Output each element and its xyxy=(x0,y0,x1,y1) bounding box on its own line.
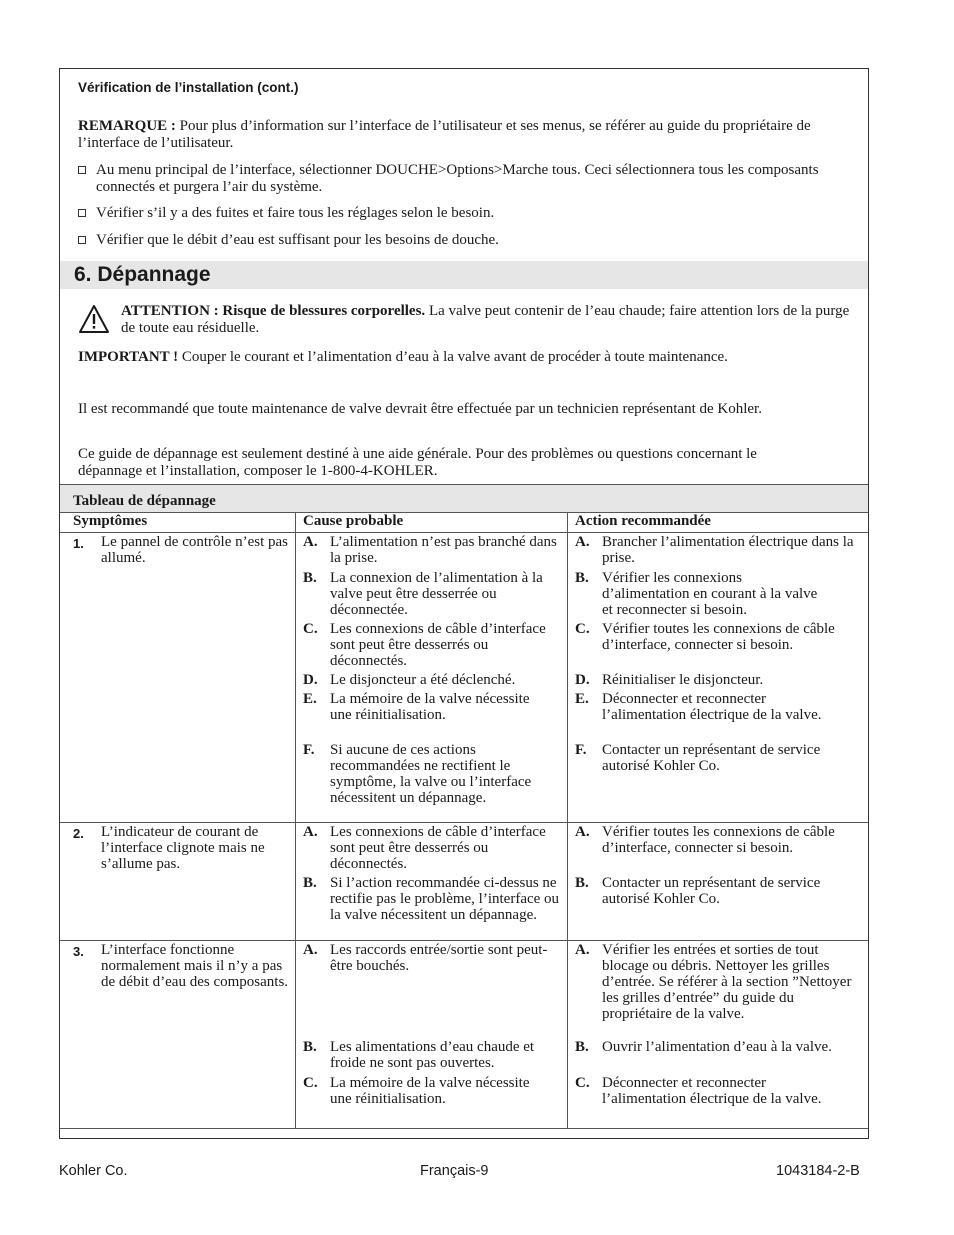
table-column-rule xyxy=(295,512,296,1129)
action-letter: E. xyxy=(575,691,589,707)
action-text: Vérifier les connexions d’alimentation en courant à la valve et reconnecter si besoin. xyxy=(602,570,818,618)
table-title: Tableau de dépannage xyxy=(73,493,216,509)
symptom-text: Le pannel de contrôle n’est pas allumé. xyxy=(101,534,289,566)
action-text: Déconnecter et reconnecter l’alimentation électrique de la valve. xyxy=(602,691,822,723)
cause-text: La mémoire de la valve nécessite une réinitialisation. xyxy=(330,691,530,723)
action-letter: A. xyxy=(575,942,590,958)
row-number: 2. xyxy=(73,826,84,841)
action-letter: A. xyxy=(575,824,590,840)
action-letter: C. xyxy=(575,621,590,637)
checkbox-icon xyxy=(78,166,86,174)
cause-text: Les alimentations d’eau chaude et froide ne sont pas ouvertes. xyxy=(330,1039,535,1071)
cause-text: Les connexions de câble d’interface sont peut être desserrés ou déconnectés. xyxy=(330,824,546,872)
remarque-label: REMARQUE : xyxy=(78,118,176,134)
action-text: Contacter un représentant de service autorisé Kohler Co. xyxy=(602,875,821,907)
action-text: Déconnecter et reconnecter l’alimentation électrique de la valve. xyxy=(602,1075,822,1107)
table-rule xyxy=(60,1128,868,1129)
action-text: Ouvrir l’alimentation d’eau à la valve. xyxy=(602,1039,832,1055)
cause-letter: D. xyxy=(303,672,318,688)
action-text: Vérifier les entrées et sorties de tout blocage ou débris. Nettoyer les grilles d’entrée. Se référer à la section ”Nettoyer les grilles d’entrée” du guide du propriétaire de la valve. xyxy=(602,942,852,1022)
cause-letter: A. xyxy=(303,942,318,958)
action-letter: F. xyxy=(575,742,587,758)
important-text: Couper le courant et l’alimentation d’eau à la valve avant de procéder à toute maintenance. xyxy=(178,349,728,365)
column-header-cause: Cause probable xyxy=(303,513,404,529)
important-note xyxy=(78,349,758,366)
cause-text: Les raccords entrée/sortie sont peut-être bouchés. xyxy=(330,942,548,974)
action-text: Vérifier toutes les connexions de câble d’interface, connecter si besoin. xyxy=(602,824,835,856)
action-letter: B. xyxy=(575,1039,589,1055)
guide-paragraph: Ce guide de dépannage est seulement destiné à une aide générale. Pour des problèmes ou questions concernant le dépannage et l’installation, composer le 1-800-4-KOHLER. xyxy=(78,446,757,479)
cause-letter: C. xyxy=(303,621,318,637)
cause-text: Les connexions de câble d’interface sont peut être desserrés ou déconnectés. xyxy=(330,621,546,669)
table-rule xyxy=(60,532,868,533)
column-header-action: Action recommandée xyxy=(575,513,711,529)
cause-text: La mémoire de la valve nécessite une réinitialisation. xyxy=(330,1075,530,1107)
section-label: Vérification de l’installation (cont.) xyxy=(78,80,299,95)
action-text: Réinitialiser le disjoncteur. xyxy=(602,672,764,688)
remarque-text: Pour plus d’information sur l’interface de l’utilisateur et ses menus, se référer au guide du propriétaire de l’interface de l’utilisateur. xyxy=(78,118,811,151)
attention-label: ATTENTION : Risque de blessures corporelles. xyxy=(121,303,426,319)
cause-letter: E. xyxy=(303,691,317,707)
action-text: Vérifier toutes les connexions de câble d’interface, connecter si besoin. xyxy=(602,621,835,653)
row-number: 3. xyxy=(73,944,84,959)
attention-text: La valve peut contenir de l’eau chaude; faire attention lors de la purge de toute eau résiduelle. xyxy=(121,303,850,336)
table-rule xyxy=(60,822,868,823)
symptom-text: L’indicateur de courant de l’interface clignote mais ne s’allume pas. xyxy=(101,824,265,872)
cause-letter: A. xyxy=(303,824,318,840)
row-number: 1. xyxy=(73,536,84,551)
footer-company: Kohler Co. xyxy=(59,1163,128,1179)
checkbox-icon xyxy=(78,209,86,217)
cause-letter: B. xyxy=(303,570,317,586)
action-text: Contacter un représentant de service autorisé Kohler Co. xyxy=(602,742,821,774)
column-header-symptoms: Symptômes xyxy=(73,513,148,529)
cause-letter: B. xyxy=(303,875,317,891)
checklist-text: Vérifier que le débit d’eau est suffisant pour les besoins de douche. xyxy=(96,232,499,248)
attention-note xyxy=(121,303,856,336)
cause-letter: C. xyxy=(303,1075,318,1091)
checkbox-icon xyxy=(78,236,86,244)
checklist-text: Au menu principal de l’interface, sélectionner DOUCHE>Options>Marche tous. Ceci sélectionnera tous les composants connectés et purgera l’air du système. xyxy=(96,162,819,195)
table-rule xyxy=(60,940,868,941)
cause-letter: F. xyxy=(303,742,315,758)
warning-icon xyxy=(78,304,110,334)
action-text: Brancher l’alimentation électrique dans la prise. xyxy=(602,534,854,566)
important-label: IMPORTANT ! xyxy=(78,349,179,365)
technician-paragraph: Il est recommandé que toute maintenance de valve devrait être effectuée par un technicien représentant de Kohler. xyxy=(78,401,762,417)
remarque-note xyxy=(78,118,848,151)
action-letter: B. xyxy=(575,875,589,891)
footer-page-number: Français-9 xyxy=(420,1163,489,1179)
cause-text: L’alimentation n’est pas branché dans la prise. xyxy=(330,534,557,566)
cause-text: Le disjoncteur a été déclenché. xyxy=(330,672,516,688)
cause-letter: A. xyxy=(303,534,318,550)
checklist-text: Vérifier s’il y a des fuites et faire tous les réglages selon le besoin. xyxy=(96,205,495,221)
table-rule xyxy=(60,512,868,513)
symptom-text: L’interface fonctionne normalement mais il n’y a pas de débit d’eau des composants. xyxy=(101,942,289,990)
table-column-rule xyxy=(567,512,568,1129)
action-letter: A. xyxy=(575,534,590,550)
action-letter: B. xyxy=(575,570,589,586)
section-heading: 6. Dépannage xyxy=(74,263,211,286)
cause-text: La connexion de l’alimentation à la valve peut être desserrée ou déconnectée. xyxy=(330,570,543,618)
cause-text: Si aucune de ces actions recommandées ne rectifient le symptôme, la valve ou l’interface nécessitent un dépannage. xyxy=(330,742,532,806)
cause-text: Si l’action recommandée ci-dessus ne rectifie pas le problème, l’interface ou la valve nécessitent un dépannage. xyxy=(330,875,560,923)
action-letter: D. xyxy=(575,672,590,688)
action-letter: C. xyxy=(575,1075,590,1091)
footer-document-id: 1043184-2-B xyxy=(776,1163,860,1179)
cause-letter: B. xyxy=(303,1039,317,1055)
